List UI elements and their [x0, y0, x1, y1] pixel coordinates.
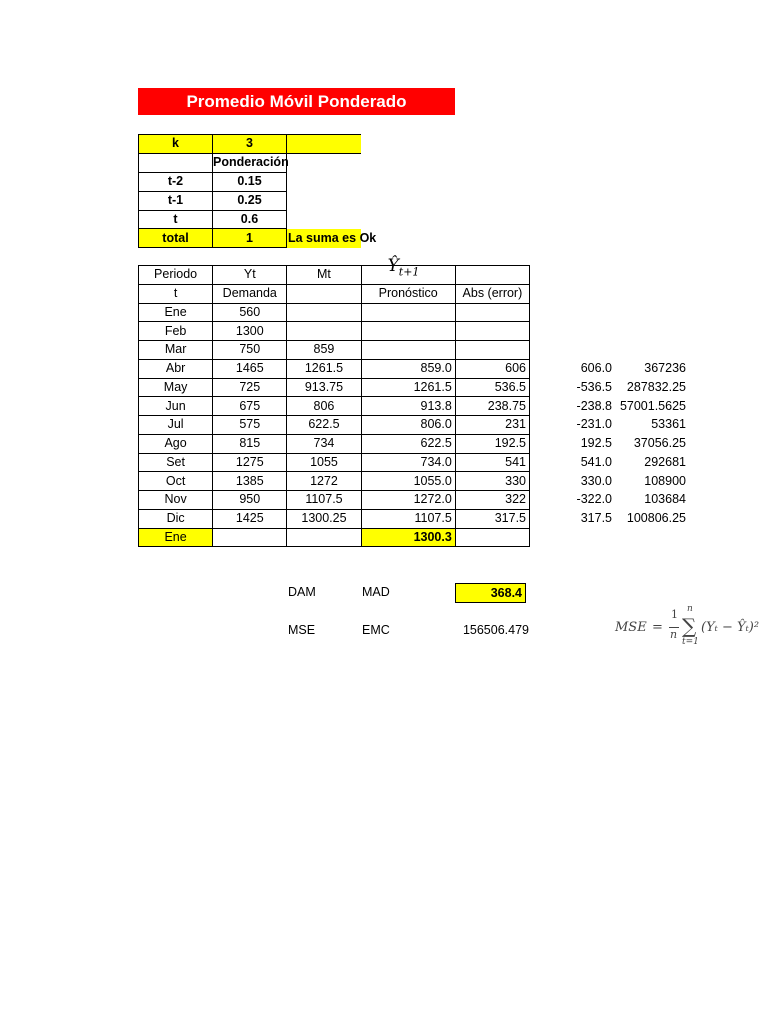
table-row	[139, 397, 530, 416]
moving-avg-cell[interactable]: 1055	[287, 453, 361, 472]
forecast-next-row	[139, 528, 530, 547]
mse-formula: MSE = 1 n n ∑ t=1 (Yₜ − Ŷₜ)²	[615, 604, 760, 647]
blank-header[interactable]	[287, 284, 361, 303]
yhat-symbol: $Ŷ_{t+1}$	[387, 256, 420, 279]
total-row	[139, 229, 361, 248]
demand-cell[interactable]: 750	[213, 341, 287, 360]
mad-label[interactable]: MAD	[362, 585, 390, 599]
moving-avg-cell[interactable]: 859	[287, 341, 361, 360]
squared-error-value[interactable]: 57001.5625	[619, 398, 686, 413]
yt-header[interactable]: Yt	[213, 266, 287, 285]
error-value[interactable]: 192.5	[580, 436, 612, 450]
demand-cell[interactable]: 725	[213, 378, 287, 397]
period-cell[interactable]: Ene	[139, 303, 213, 322]
demand-cell[interactable]: 815	[213, 434, 287, 453]
weight-label-cell[interactable]: t-1	[139, 191, 213, 210]
demand-cell[interactable]: 560	[213, 303, 287, 322]
abs-error-cell[interactable]: 322	[455, 491, 529, 510]
table-row	[139, 509, 530, 528]
squared-error-value[interactable]: 292681	[644, 454, 686, 469]
table-row	[139, 322, 530, 341]
header-row-2	[139, 284, 530, 303]
weight-value-cell[interactable]: 0.15	[213, 172, 287, 191]
moving-avg-cell[interactable]: 1107.5	[287, 491, 361, 510]
abs-error-cell[interactable]: 330	[455, 472, 529, 491]
weight-label-cell[interactable]: t	[139, 210, 213, 229]
error-value[interactable]: -536.5	[576, 379, 612, 394]
forecast-cell[interactable]: 913.8	[361, 397, 455, 416]
moving-avg-cell[interactable]: 734	[287, 434, 361, 453]
demand-cell[interactable]: 575	[213, 416, 287, 435]
forecast-cell[interactable]	[361, 303, 455, 322]
moving-avg-cell[interactable]	[287, 303, 361, 322]
abs-error-cell[interactable]: 541	[455, 453, 529, 472]
error-value[interactable]: 317.5	[580, 511, 612, 525]
demand-cell[interactable]: 950	[213, 491, 287, 510]
period-cell[interactable]: Mar	[139, 341, 213, 360]
demand-cell[interactable]: 1425	[213, 509, 287, 528]
period-cell[interactable]: Oct	[139, 472, 213, 491]
table-row	[139, 472, 530, 491]
weight-header-row	[139, 153, 361, 172]
moving-avg-cell[interactable]: 1300.25	[287, 509, 361, 528]
squared-error-value[interactable]: 367236	[644, 361, 686, 375]
pronostico-header[interactable]: Pronóstico	[361, 284, 455, 303]
total-note-cell[interactable]: La suma es Ok	[287, 229, 361, 248]
abs-error-cell[interactable]	[455, 322, 529, 341]
yhat-header[interactable]	[361, 256, 455, 285]
header-row-1	[139, 266, 530, 285]
dam-label[interactable]: DAM	[288, 585, 316, 599]
mt-header[interactable]: Mt	[287, 266, 361, 285]
moving-avg-cell[interactable]: 1272	[287, 472, 361, 491]
k-empty-cell[interactable]	[287, 135, 361, 154]
total-label-cell[interactable]: total	[139, 229, 213, 248]
moving-avg-cell[interactable]: 913.75	[287, 378, 361, 397]
k-value-cell[interactable]: 3	[213, 135, 287, 154]
weight-value-cell[interactable]: 0.6	[213, 210, 287, 229]
forecast-cell[interactable]: 1300.3	[361, 528, 455, 547]
blank-header[interactable]	[455, 266, 529, 285]
moving-avg-cell[interactable]: 806	[287, 397, 361, 416]
period-cell[interactable]: Jun	[139, 397, 213, 416]
abs-error-header[interactable]: Abs (error)	[455, 284, 529, 303]
table-row	[139, 359, 530, 378]
period-cell[interactable]: May	[139, 378, 213, 397]
table-row	[139, 303, 530, 322]
squared-error-value[interactable]: 108900	[644, 473, 686, 488]
period-cell[interactable]: Ene	[139, 528, 213, 547]
demand-cell[interactable]: 675	[213, 397, 287, 416]
mad-value-cell[interactable]: 368.4	[455, 583, 526, 603]
error-value[interactable]: 606.0	[580, 361, 612, 375]
error-value[interactable]: 330.0	[580, 473, 612, 488]
moving-avg-cell[interactable]	[287, 528, 361, 547]
abs-error-cell[interactable]	[455, 528, 529, 547]
error-value[interactable]: -238.8	[576, 398, 612, 413]
emc-label[interactable]: EMC	[362, 623, 390, 637]
forecast-cell[interactable]: 734.0	[361, 453, 455, 472]
weight-row	[139, 210, 361, 229]
table-row	[139, 416, 530, 435]
table-row	[139, 341, 530, 360]
table-row	[139, 378, 530, 397]
weight-header-cell[interactable]: Ponderación	[213, 153, 287, 172]
forecast-cell[interactable]	[361, 341, 455, 360]
period-cell[interactable]: Abr	[139, 359, 213, 378]
forecast-table	[138, 256, 530, 547]
forecast-cell[interactable]: 1107.5	[361, 509, 455, 528]
moving-avg-cell[interactable]	[287, 322, 361, 341]
abs-error-cell[interactable]	[455, 341, 529, 360]
mse-label[interactable]: MSE	[288, 623, 316, 637]
demanda-header[interactable]: Demanda	[213, 284, 287, 303]
forecast-cell[interactable]: 1261.5	[361, 378, 455, 397]
weight-row	[139, 172, 361, 191]
abs-error-cell[interactable]: 606	[455, 359, 529, 378]
weight-row	[139, 191, 361, 210]
table-row	[139, 491, 530, 510]
moving-avg-cell[interactable]: 1261.5	[287, 359, 361, 378]
period-cell[interactable]: Feb	[139, 322, 213, 341]
blank-cell[interactable]	[139, 153, 213, 172]
demand-cell[interactable]: 1300	[213, 322, 287, 341]
weights-table	[138, 134, 377, 248]
demand-cell[interactable]: 1275	[213, 453, 287, 472]
period-cell[interactable]: Set	[139, 453, 213, 472]
squared-error-value[interactable]: 100806.25	[626, 511, 686, 525]
table-row	[139, 434, 530, 453]
demand-cell[interactable]: 1465	[213, 359, 287, 378]
table-row	[139, 453, 530, 472]
weight-label-cell[interactable]: t-2	[139, 172, 213, 191]
abs-error-cell[interactable]: 231	[455, 416, 529, 435]
period-cell[interactable]: Jul	[139, 416, 213, 435]
error-value[interactable]: 541.0	[580, 454, 612, 469]
squared-error-value[interactable]: 287832.25	[626, 379, 686, 394]
period-cell[interactable]: Ago	[139, 434, 213, 453]
mse-value[interactable]: 156506.479	[462, 623, 529, 637]
demand-cell[interactable]: 1385	[213, 472, 287, 491]
squared-error-value[interactable]: 37056.25	[633, 436, 686, 450]
forecast-cell[interactable]: 1055.0	[361, 472, 455, 491]
demand-cell[interactable]	[213, 528, 287, 547]
k-row	[139, 135, 361, 154]
moving-avg-cell[interactable]: 622.5	[287, 416, 361, 435]
error-value[interactable]: -231.0	[576, 417, 612, 432]
squared-error-value[interactable]: 103684	[644, 492, 686, 507]
abs-error-cell[interactable]: 238.75	[455, 397, 529, 416]
forecast-cell[interactable]: 859.0	[361, 359, 455, 378]
period-cell[interactable]: Nov	[139, 491, 213, 510]
total-value-cell[interactable]: 1	[213, 229, 287, 248]
squared-error-value[interactable]: 53361	[651, 417, 686, 432]
periodo-header[interactable]: Periodo	[139, 266, 213, 285]
abs-error-cell[interactable]: 317.5	[455, 509, 529, 528]
k-label-cell[interactable]: k	[139, 135, 213, 154]
weight-value-cell[interactable]: 0.25	[213, 191, 287, 210]
sheet-title: Promedio Móvil Ponderado	[138, 88, 455, 115]
abs-error-cell[interactable]: 536.5	[455, 378, 529, 397]
forecast-cell[interactable]: 806.0	[361, 416, 455, 435]
forecast-cell[interactable]: 622.5	[361, 434, 455, 453]
t-header[interactable]: t	[139, 284, 213, 303]
forecast-cell[interactable]	[361, 322, 455, 341]
abs-error-cell[interactable]: 192.5	[455, 434, 529, 453]
error-value[interactable]: -322.0	[576, 492, 612, 507]
period-cell[interactable]: Dic	[139, 509, 213, 528]
forecast-cell[interactable]: 1272.0	[361, 491, 455, 510]
abs-error-cell[interactable]	[455, 303, 529, 322]
